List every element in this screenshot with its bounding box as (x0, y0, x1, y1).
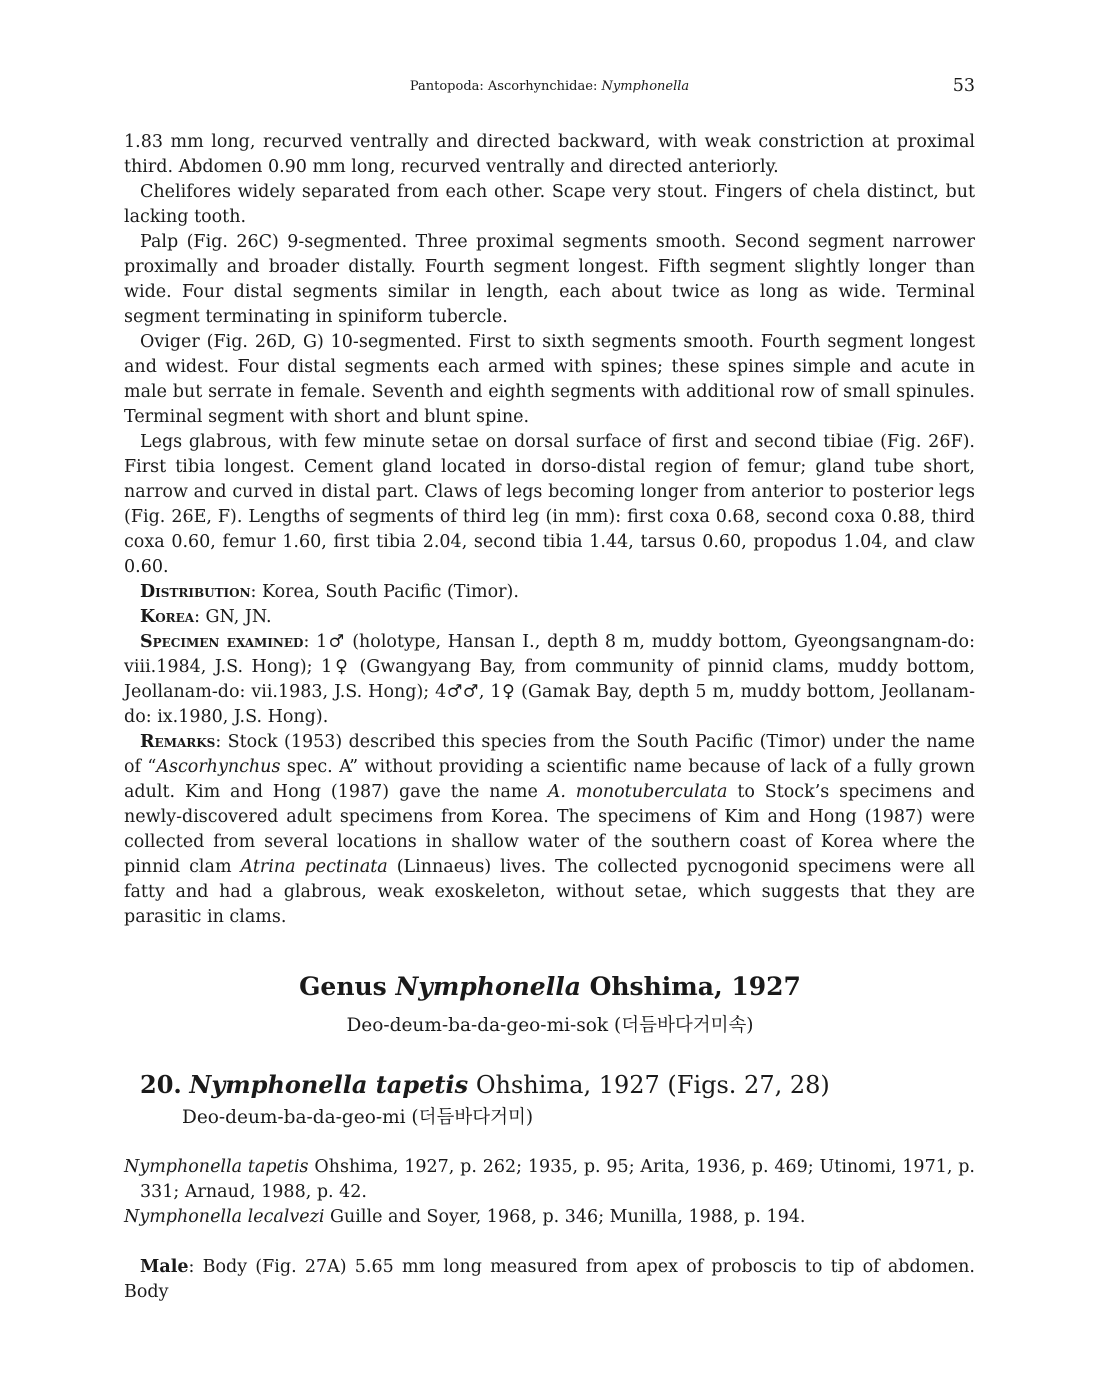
species-number: 20. (140, 1070, 182, 1099)
remarks-text-2: spec. A” without providing a scientific name because of lack of a fully grown adult. Kim and Hong (1987) gave the name (124, 757, 976, 802)
genus-korean-name: Deo-deum-ba-da-geo-mi-sok (더듬바다거미속) (346, 1015, 754, 1036)
male-paragraph (124, 1255, 975, 1305)
running-title-genus: Nymphonella (601, 79, 690, 94)
korea-paragraph (124, 605, 975, 630)
genus-author: Ohshima, 1927 (580, 972, 801, 1001)
species-heading (140, 1070, 830, 1099)
synonym-refs: Ohshima, 1927, p. 262; 1935, p. 95; Arita, 1936, p. 469; Utinomi, 1971, p. 331; Arnaud, 1988, p. 42. (140, 1157, 975, 1202)
korea-text: : GN, JN. (194, 607, 272, 627)
remarks-text-3: to Stock’s specimens and newly-discovered adult specimens from Korea. The specimens of Kim and Hong (1987) were collected from several locations in shallow water of the southern coast of Korea where the pinnid clam (124, 782, 975, 877)
distribution-paragraph (124, 580, 975, 605)
synonym-name: Nymphonella tapetis (124, 1157, 309, 1177)
specimen-paragraph (124, 630, 975, 730)
distribution-label: Distribution (140, 582, 251, 602)
specimen-text: : 1♂ (holotype, Hansan I., depth 8 m, muddy bottom, Gyeongsangnam-do: viii.1984, J.S. Hong); 1♀ (Gwangyang Bay, from community of pinnid clams, muddy bottom, Jeollanam-do: vii.1983, J.S. Hong); 4♂♂, 1♀ (Gamak Bay, depth 5 m, muddy bottom, Jeollanam-do: ix.1980, J.S. Hong). (124, 632, 975, 727)
synonym-refs: Guille and Soyer, 1968, p. 346; Munilla, 1988, p. 194. (324, 1207, 806, 1227)
specimen-label: Specimen examined (140, 632, 304, 652)
running-title-prefix: Pantopoda: Ascorhynchidae: (409, 79, 602, 94)
synonym-name: Nymphonella lecalvezi (124, 1207, 325, 1227)
species-name: Nymphonella tapetis (189, 1070, 469, 1099)
remarks-taxon-2: A. monotuberculata (547, 782, 728, 802)
description-paragraph: Chelifores widely separated from each other. Scape very stout. Fingers of chela distinct, but lacking tooth. (124, 182, 975, 227)
description-paragraph: Legs glabrous, with few minute setae on dorsal surface of first and second tibiae (Fig. 26F). First tibia longest. Cement gland located in dorso-distal region of femur; gland tube short, narrow and curved in distal part. Claws of legs becoming longer from anterior to posterior legs (Fig. 26E, F). Lengths of segments of third leg (in mm): first coxa 0.68, second coxa 0.88, third coxa 0.60, femur 1.60, first tibia 2.04, second tibia 1.44, tarsus 0.60, propodus 1.04, and claw 0.60. (124, 432, 975, 577)
species-korean-name: Deo-deum-ba-da-geo-mi (더듬바다거미) (182, 1107, 534, 1128)
description-paragraph: Oviger (Fig. 26D, G) 10-segmented. First to sixth segments smooth. Fourth segment longest and widest. Four distal segments each armed with spines; these spines simple and acute in male but serrate in female. Seventh and eighth segments with additional row of small spinules. Terminal segment with short and blunt spine. (124, 332, 975, 427)
genus-name: Nymphonella (395, 972, 581, 1001)
remarks-paragraph (124, 730, 975, 930)
korea-label: Korea (140, 607, 195, 627)
page-number: 53 (952, 76, 975, 96)
running-head (124, 76, 975, 100)
species-author: Ohshima, 1927 (Figs. 27, 28) (468, 1071, 830, 1099)
description-section (124, 130, 975, 580)
running-title (124, 79, 975, 94)
synonymy-entry (124, 1155, 975, 1205)
male-text: : Body (Fig. 27A) 5.65 mm long measured from apex of proboscis to tip of abdomen. Body (124, 1257, 975, 1302)
remarks-text-1: : Stock (1953) described this species from the South Pacific (Timor) under the name of “ (124, 732, 975, 777)
synonymy-list (124, 1155, 975, 1230)
male-label: Male (140, 1257, 189, 1277)
description-paragraph: Palp (Fig. 26C) 9-segmented. Three proximal segments smooth. Second segment narrower proximally and broader distally. Fourth segment longest. Fifth segment slightly longer than wide. Four distal segments similar in length, each about twice as long as wide. Terminal segment terminating in spiniform tubercle. (124, 232, 975, 327)
male-section (124, 1255, 975, 1305)
remarks-label: Remarks (140, 732, 216, 752)
genus-heading (0, 972, 1100, 1001)
genus-prefix: Genus (299, 972, 396, 1001)
records-section (124, 580, 975, 930)
remarks-text-4: (Linnaeus) lives. The collected pycnogonid specimens were all fatty and had a glabrous, weak exoskeleton, without setae, which suggests that they are parasitic in clams. (124, 857, 975, 927)
remarks-taxon-3: Atrina pectinata (240, 857, 388, 877)
remarks-taxon-1: Ascorhynchus (156, 757, 281, 777)
synonymy-entry (124, 1205, 975, 1230)
description-paragraph: 1.83 mm long, recurved ventrally and directed backward, with weak constriction at proximal third. Abdomen 0.90 mm long, recurved ventrally and directed anteriorly. (124, 132, 975, 177)
distribution-text: : Korea, South Pacific (Timor). (250, 582, 519, 602)
